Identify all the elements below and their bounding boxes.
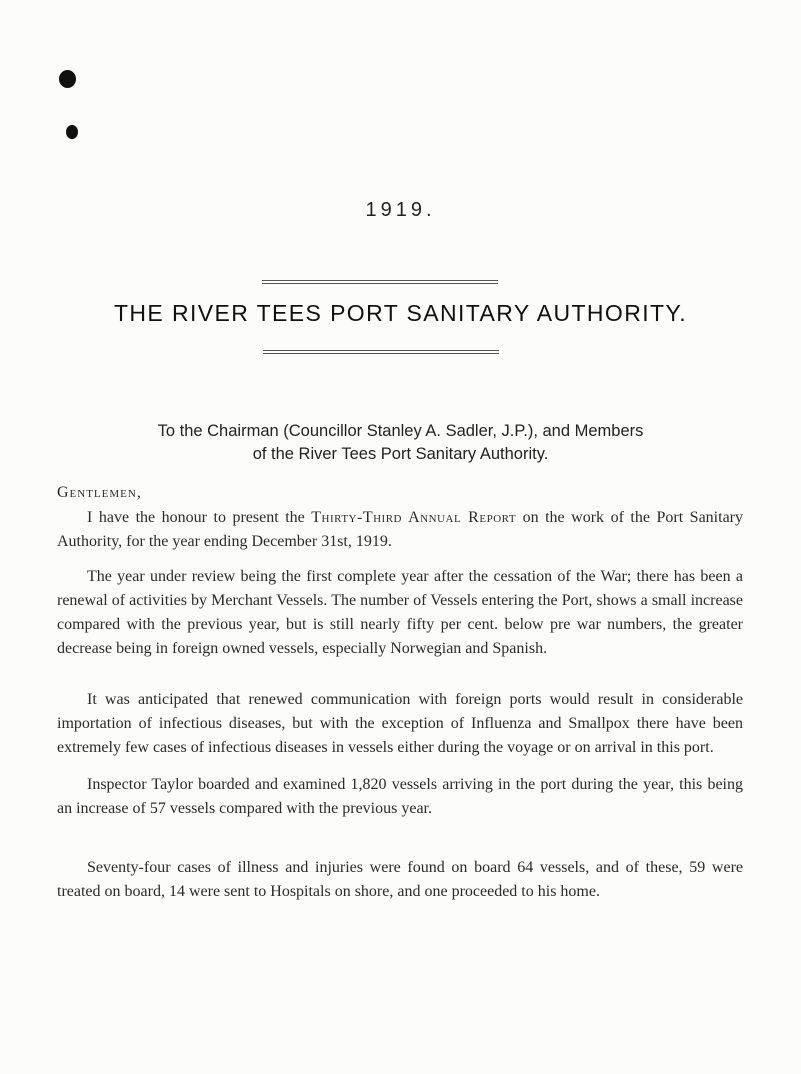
- paragraph-text: I have the honour to present the: [87, 509, 312, 526]
- address-line: To the Chairman (Councillor Stanley A. Sadler, J.P.), and Members: [157, 422, 644, 440]
- paragraph-text: on the work of the Port Sanitary Authority, for the year ending December 31st, 1919.: [57, 509, 744, 550]
- paragraph: Inspector Taylor boarded and examined 1,820 vessels arriving in the port during the year, this being an increase of 57 vessels compared with the previous year.: [57, 776, 743, 817]
- paragraph: Seventy-four cases of illness and injuries were found on board 64 vessels, and of these, 59 were treated on board, 14 were sent to Hospitals on shore, and one proceeded to his home.: [57, 859, 743, 900]
- paragraph-intro: [57, 506, 743, 554]
- paragraph: The year under review being the first complete year after the cessation of the War; there has been a renewal of activities by Merchant Vessels. The number of Vessels entering the Port, shows a small increase compared with the previous year, but is still nearly fifty per cent. below pre war numbers, the greater decrease being in foreign owned vessels, especially Norwegian and Spanish.: [57, 568, 743, 657]
- divider: [263, 350, 499, 354]
- punch-hole-mark: [66, 125, 78, 139]
- punch-hole-mark: [59, 70, 76, 88]
- paragraph: It was anticipated that renewed communication with foreign ports would result in considerable importation of infectious diseases, but with the exception of Influenza and Smallpox there have been extremely few cases of infectious diseases in vessels either during the voyage or on arrival in this port.: [57, 691, 743, 756]
- report-name: Thirty-Third Annual Report: [311, 509, 517, 526]
- report-year: 1919.: [365, 199, 436, 221]
- divider: [262, 280, 498, 284]
- salutation: Gentlemen,: [57, 484, 142, 501]
- address-block: [60, 420, 741, 466]
- address-line: of the River Tees Port Sanitary Authority.: [252, 445, 549, 463]
- page-title: THE RIVER TEES PORT SANITARY AUTHORITY.: [113, 300, 688, 326]
